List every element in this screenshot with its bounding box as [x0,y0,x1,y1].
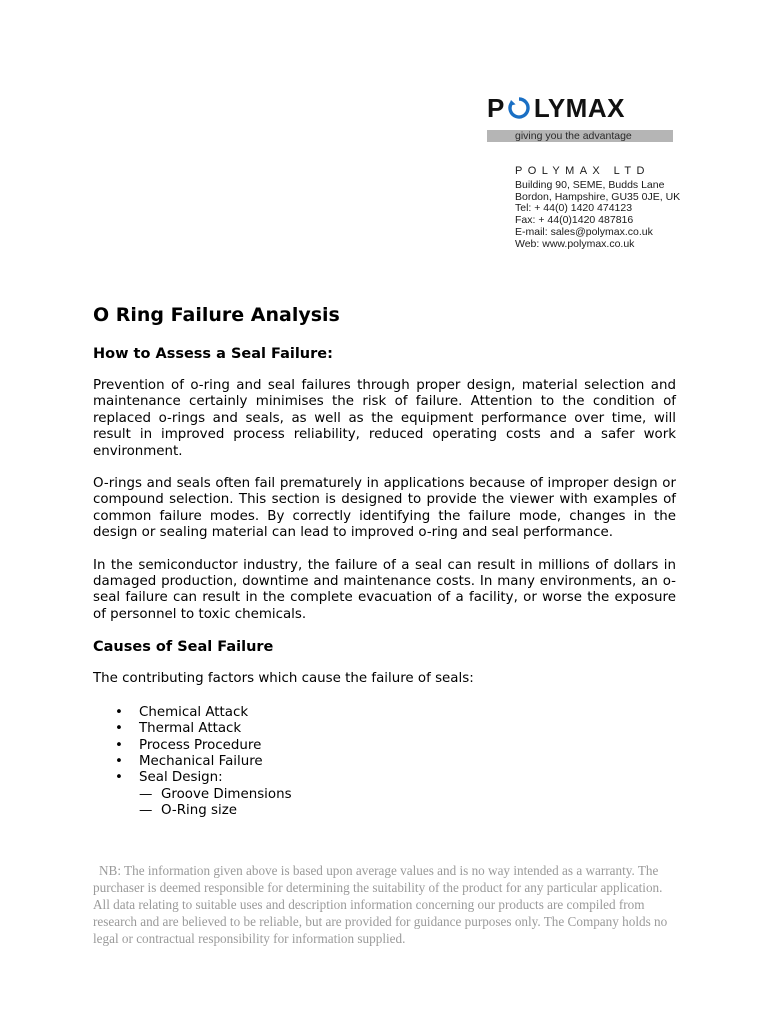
list-item [93,754,676,770]
company-address-line1: Building 90, SEME, Budds Lane [515,178,665,191]
bullet-icon: • [115,770,123,786]
paragraph-semiconductor: In the semiconductor industry, the failure of a seal can result in millions of dollars in damaged production, downtime and maintenance costs. In many environments, an o-seal failure can result in the complete evacuation of a facility, or worse the exposure of personnel to toxic chemicals. [93,557,676,622]
ring-arrow-icon [507,96,531,120]
document-body [93,302,676,820]
dash-icon: — [139,786,153,802]
list-item [93,721,676,737]
logo-wordmark [487,86,625,130]
list-item [93,770,676,819]
causes-list [93,705,676,820]
logo-letters-lymax: LYMAX [533,93,625,123]
page-title: O Ring Failure Analysis [93,304,340,326]
logo-letter-p: P [487,93,505,123]
company-name: POLYMAX LTD [515,165,650,177]
paragraph-premature-failure: O-rings and seals often fail prematurely in applications because of improper design or compound selection. This section is designed to provide the viewer with examples of common failure modes. By correctly identifying the failure mode, changes in the design or sealing material can lead to improved o-ring and seal performance. [93,476,676,541]
list-item-label: Chemical Attack [139,704,249,720]
paragraph-prevention: Prevention of o-ring and seal failures through proper design, material selection and maintenance certainly minimises the risk of failure. Attention to the condition of replaced o-rings and seals, as well as the equipment performance over time, will result in improved process reliability, reduced operating costs and a safer work environment. [93,378,676,459]
list-item-label: Thermal Attack [139,721,242,737]
causes-intro: The contributing factors which cause the failure of seals: [93,671,474,687]
dash-icon: — [139,803,153,819]
list-item [93,738,676,754]
company-tel: Tel: + 44(0) 1420 474123 [515,202,633,215]
sublist-item [139,787,676,803]
bullet-icon: • [115,704,123,720]
seal-design-sublist [139,787,676,820]
bullet-icon: • [115,737,123,753]
disclaimer-note: NB: The information given above is based upon average values and is no way intended as a warranty. The purchaser is deemed responsible for determining the suitability of the product for any particular application. All data relating to suitable uses and description information concerning our products are compiled from research and are believed to be reliable, but are provided for guidance purposes only. The Company holds no legal or contractual responsibility for information supplied. [93,863,668,946]
bullet-icon: • [115,753,123,769]
logo-tagline: giving you the advantage [487,130,673,142]
list-item [93,705,676,721]
list-item-label: Seal Design: [139,770,223,786]
list-item-label: Mechanical Failure [139,753,263,769]
sublist-item-label: O-Ring size [161,803,237,819]
sublist-item-label: Groove Dimensions [161,786,292,802]
section-heading-causes: Causes of Seal Failure [93,639,274,656]
list-item-label: Process Procedure [139,737,262,753]
company-address-line2: Bordon, Hampshire, GU35 0JE, UK [515,190,681,203]
bullet-icon: • [115,721,123,737]
polymax-logo [487,86,675,148]
company-web: Web: www.polymax.co.uk [515,237,635,250]
company-fax: Fax: + 44(0)1420 487816 [515,214,634,227]
company-contact-block [515,166,685,251]
section-heading-assess: How to Assess a Seal Failure: [93,346,333,362]
company-email: E-mail: sales@polymax.co.uk [515,225,653,238]
sublist-item [139,803,676,819]
